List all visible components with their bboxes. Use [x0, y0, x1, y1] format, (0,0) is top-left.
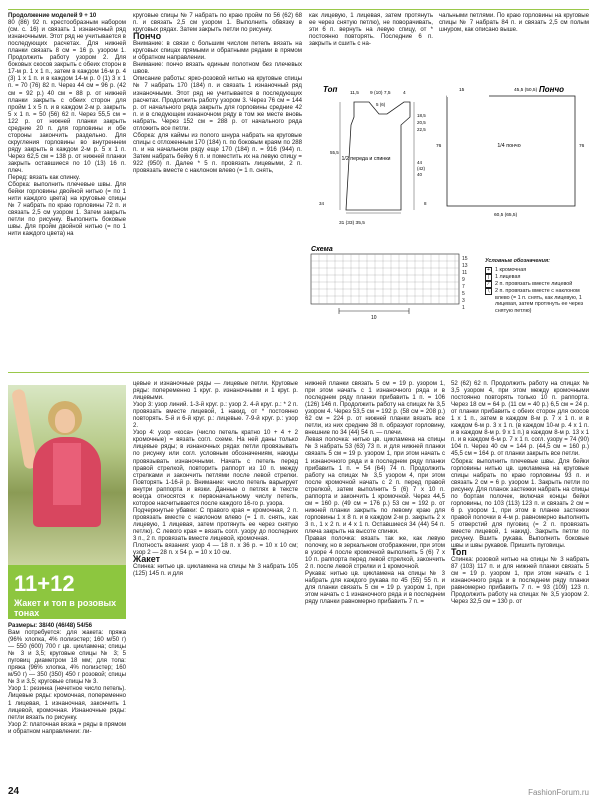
paragraph: Спинка: нитью цв. цикламена на спицы № 3 набрать 105 (125) 145 п. и для: [133, 563, 298, 578]
knit-stitch-icon: |: [485, 274, 492, 281]
paragraph: Рукава: нитью цв. цикламена на спицы № 3 набрать для каждого рукава по 45 (55) 55 п. и для планки связать 5 см = 19 р. узором 1, при этом начать с 1 изнаночного ряда и в последнем ряду планки равномерно прибавить 7 п. =: [305, 570, 445, 606]
text-column-right-top-a: [309, 12, 433, 82]
scheme-title: Схема: [311, 246, 333, 253]
paragraph: Плотность вязания: узор 4 — 18 п. x 36 р. = 10 x 10 см; узор 2 — 28 п. x 54 р. = 10 x 10 см.: [133, 542, 298, 557]
svg-text:31 (33) 35,5: 31 (33) 35,5: [339, 221, 365, 226]
paragraph: Спинка: розовой нитью на спицы № 3 набрать 87 (103) 117 п. и для нижней планки связать 5 см = 19 р. узором 1, при этом начать с 1 изнаночного ряда и в последнем ряду планки равномерно прибавить 7 п. = 93 (109) 123 п. Продолжить работу на спицах № 3,5 узором 2. Через 32,5 см = 130 р. от: [451, 556, 589, 606]
paragraph: Описание работы: ярко-розовой нитью на круговые спицы № 7 набрать 170 (184) п. и связать 1 изнаночный ряд изнаночными. Этот ряд не учитывается в последующих расчетах. Продолжить работу узором 3. Через 76 см = 144 р. от начального ряда закрыть для горловины средние 42 п. и в следующем изнаночном ряду в том же месте вновь набрать. Через 152 см = 288 р. от начального ряда отложить все петли.: [133, 75, 302, 132]
poncho-schematic-label: Пончо: [539, 85, 565, 94]
paragraph: Внимание: пончо вязать единым полотном без плечевых швов.: [133, 61, 302, 76]
svg-text:5: 5: [462, 291, 465, 297]
legend-label: 2 п. провязать вместе лицевой: [495, 280, 573, 287]
svg-text:13: 13: [462, 263, 468, 269]
scheme-row-numbers: [462, 256, 468, 311]
paragraph: Узор 4: узор «коса» (число петель кратно 10 + 4 + 2 кромочные) = вязать согл. схеме. На ней даны только лицевые ряды; в изнаночных рядах петли провязывать по рисунку или согл. условным обозначениям, накиды провязывать изнаночными. Начать с петель перед правой стрелкой, повторить раппорт из 10 п. между стрелками и закончить петлями после левой стрелки. Повторять 1-16-й р. Внимание: число петель варьирует внутри раппорта и вязки. Данные о петлях в тексте всегда относятся к первоначальному числу петель, которое насчитывается после каждого 16-го р. узора.: [133, 429, 298, 507]
paragraph: как лицевую, 1 лицевая, затем протянуть ее через снятую петлю), не поворачивать, эти 6 п. вернуть на левую спицу, от * постоянно повторять. Последние 6 п. закрыть и сшить с на-: [309, 12, 433, 48]
svg-text:11,5: 11,5: [350, 91, 359, 96]
section-heading: Жакет: [133, 554, 161, 565]
poncho-outline: [447, 96, 575, 206]
legend-label: 2 п. провязать вместе с наклоном влево (= 1 п. снять, как лицевую, 1 лицевая, затем протянуть ее через снятую петлю): [495, 287, 584, 315]
svg-text:5 (6): 5 (6): [376, 102, 386, 107]
page-number: 24: [8, 786, 20, 797]
paragraph: Подчеркнутые убавки: С правого края = кромочная, 2 п. провязать вместе с наклоном влево (= 1 п. снять, как лицевую, 1 лицевая, затем протянуть ее через снятую петлю). С левого края = вязать согл. узору до последних 3 п., 2 п. провязать вместе лицевой, кромочная.: [133, 506, 298, 543]
legend-item: [485, 281, 590, 288]
svg-text:10: 10: [371, 315, 377, 321]
paragraph: цевые и изнаночные ряды — лицевые петли. Круговые ряды: попеременно 1 круг. р. изнаночными и 1 круг. р. лицевыми.: [133, 380, 298, 402]
paragraph: Перед: вязать как спинку.: [8, 174, 81, 182]
text-column-middle: [133, 12, 302, 368]
paragraph: Вам потребуется: для жакета: пряжа (96% хлопка, 4% полиэстер; 160 м/50 г) — 550 (600) 700 г цв. цикламена; спицы № 3 и 3,5; круговые спицы № 3; 5 пуговиц диаметром 18 мм; для топа: пряжа (96% хлопка, 4% полиэстер; 160 м/50 г) — 350 (350) 450 г розовой; спицы № 3 и 3,5; круговые спицы № 3.: [8, 629, 126, 686]
paragraph: Правая полочка: вязать так же, как левую полочку, но в зеркальном отображении, при этом в узоре 4 после кромочной выполнить 5 (6) 7 х 10 п. раппорта перед левой стрелкой, закончить 2 п. после левой стрелки и 1 кромочной.: [305, 535, 445, 571]
svg-text:60,5 (65,5): 60,5 (65,5): [494, 213, 518, 218]
svg-text:7: 7: [462, 284, 465, 290]
model-title: Жакет и топ в розовых тонах: [14, 598, 117, 618]
svg-text:1: 1: [462, 305, 465, 311]
continuation-heading: Продолжение моделей 9 + 10: [8, 12, 97, 19]
text-column-lower-right-a: [305, 380, 445, 782]
model-title-block: [8, 565, 126, 619]
legend-label: 1 лицевая: [495, 273, 521, 280]
paragraph: Узор 1: резинка (нечетное число петель). Лицевые ряды: кромочная, попеременно 1 лицевая, 1 изнаночная, закончить 1 лицевой, кромочная. Изнаночные ряды: петли вязать по рисунку.: [8, 685, 126, 721]
svg-text:40: 40: [417, 172, 423, 177]
paragraph: 52 (62) 62 п. Продолжить работу на спицах № 3,5 узором 4, при этом между кромочными постоянно повторять только 10 п. раппорта. Через 18 см = 64 р. (11 см = 40 р.) 6,5 см = 24 р. от планки прибавить с обеих сторон для скосов 1 х 1 п., затем в каждом 8-м р. 7 х 1 п. и в каждом 6-м р. 3 х 1 п. (в каждом 10-м р. 4 х 1 п. и в каждом 8-м р. 9 х 1 п.) в каждом 8-м р. 13 х 1 п. и в каждом 6-м р. 7 х 1 п. согл. узору = 74 (90) 104 п. Через 40 см = 144 р. (44,5 см = 160 р.) 45,5 см = 164 р. от планки закрыть все петли.: [451, 380, 589, 458]
svg-text:55,5: 55,5: [330, 150, 339, 155]
svg-text:3: 3: [462, 298, 465, 304]
legend-item: [485, 288, 590, 315]
svg-text:44: 44: [417, 160, 423, 165]
paragraph: круговые спицы № 7 набрать по краю пройм по 56 (62) 68 п. и связать 2,5 см узором 1. Выполнить обвязку в круговых рядах. Затем закрыть петли по рисунку.: [133, 12, 302, 34]
legend-item: [485, 267, 590, 274]
legend-title: Условные обозначения:: [485, 258, 550, 264]
svg-text:9 (10) 7,5: 9 (10) 7,5: [370, 91, 391, 96]
svg-text:11: 11: [462, 270, 468, 276]
ssk-icon: ∖: [486, 287, 491, 294]
svg-text:15: 15: [462, 256, 468, 262]
text-column-lower-left: [8, 622, 126, 782]
paragraph: Внимание: в связи с большим числом петель вязать на круговых спицах прямыми и обратными рядами в прямом и обратном направлении.: [133, 40, 302, 62]
section-heading: Пончо: [133, 31, 162, 42]
svg-text:20,5: 20,5: [417, 120, 426, 125]
stitch-scheme: [309, 245, 484, 325]
paragraph: 80 (86) 92 п. крестообразным набором (см. с. 16) и связать 1 изнаночный ряд изнаночными. Этот ряд не учитывается в последующих расчетах. Для нижней планки связать 8 см = 16 р. узором 1. Продолжить работу узором 2. Для боковых скосов закрыть с обеих сторон в 17-м р. 1 х 1 п., затем в каждом 16-м р. 4 (3) 1 х 1 п. и в каждом 14-м р. 0 (1) 3 х 1 п. = 70 (76) 82 п. Через 44 см = 96 р. (42 см = 92 р.) 40 см = 88 р. от нижней планки закрыть с обеих сторон для пройм 1 х 5 п. и в каждом 2-м р. закрыть 5 х 1 п. = 50 (56) 62 п. Через 55,5 см = 122 р. от нижней планки закрыть средние 20 п. для горловины и обе стороны закончить раздельно. Для скругления горловины во внутреннем ряду закрыть в каждом 2-м р. 5 х 1 п. Через 62,5 см = 138 р. от нижней планки закрыть оставшиеся по 10 (13) 16 п. плеч.: [8, 19, 126, 175]
section-heading: Топ: [451, 547, 467, 558]
svg-text:76: 76: [579, 144, 585, 149]
svg-text:76: 76: [436, 144, 442, 149]
svg-text:22,5: 22,5: [417, 127, 426, 132]
top-rule: [8, 9, 589, 10]
text-column-lower-middle: [133, 380, 298, 782]
section-rule: [8, 372, 589, 373]
model-photo: [8, 385, 126, 565]
scheme-legend: [485, 258, 590, 315]
paragraph: Левая полочка: нитью цв. цикламена на спицы № 3 набрать 53 (63) 73 п. и для нижней планки связать 5 см = 19 р. узором 1, при этом начать с 1 изнаночного ряда и в последнем ряду планки прибавить 1 п. = 54 (64) 74 п. Продолжить работу на спицах № 3,5 узором 4, при этом после кромочной начать с 2 п. перед правой стрелкой, затем выполнить 5 (6) 7 х 10 п. раппорта и закончить 1 кромочной. Через 44,5 см = 160 р. (49 см = 176 р.) 53 см = 192 р. от нижней планки закрыть по левому краю для горловины 1 х 8 п. и в каждом 2-м р. закрыть 2 х 3 п., 1 х 2 п. и 4 х 1 п. Оставшиеся 34 (44) 54 п. плеча закрыть на высоте спинки.: [305, 436, 445, 535]
svg-text:34: 34: [319, 201, 325, 206]
svg-text:45,5 (50,5): 45,5 (50,5): [514, 88, 538, 93]
front-back-label: 1/2 переда и спинки: [341, 156, 391, 162]
text-column-right-top-b: [439, 12, 589, 82]
paragraph: Узор 3: узор линий. 1-3-й круг. р.: узор 2. 4-й круг. р.: * 2 п. провязать вместе лицевой, 1 накид, от * постоянно повторять. 5-й и 6-й круг. р.: лицевые. 7-9-й круг. р.: узор 2.: [133, 401, 298, 430]
text-column-left: [8, 12, 126, 368]
paragraph: Размеры: 38/40 (46/48) 54/56: [8, 622, 93, 629]
poncho-quarter-label: 1/4 пончо: [497, 143, 521, 149]
paragraph: Сборка: выполнить плечевые швы. Для бейки горловины двойной нитью (= по 1 нити каждого цвета) на круговые спицы № 7 набрать по краю горловины 72 п. и связать 2,5 см узором 1. Затем закрыть петли по рисунку. Выполнить боковые швы. Для пройм двойной нитью (= по 1 нити каждого цвета) на: [8, 181, 126, 238]
k2tog-icon: ∕: [485, 281, 492, 288]
svg-text:(42): (42): [417, 166, 426, 171]
legend-item: [485, 274, 590, 281]
edge-stitch-icon: +: [485, 267, 492, 274]
paragraph: чальными петлями. По краю горловины на круговые спицы № 7 набрать 84 п. и связать 2,5 см полым шнуром, как описано выше.: [439, 12, 589, 34]
svg-text:8: 8: [424, 201, 427, 206]
model-number: 11+12: [14, 571, 75, 596]
paragraph: Сборка: для каймы из полого шнура набрать на круговые спицы с отложенным 170 (184) п. по боковым краям по 288 п. и на начальном ряду еще 170 (184) п. = 916 (944) п. Затем набрать бейку 6 п. и поместить их на левую спицу = 922 (950) п. Далее * 5 п. провязать лицевыми, 2 п. провязать вместе с наклоном влево (= 1 п. снять,: [133, 131, 302, 175]
top-schematic-label: Топ: [323, 85, 338, 94]
legend-label: 1 кромочная: [495, 266, 527, 273]
svg-text:18,5: 18,5: [417, 113, 426, 118]
svg-text:4: 4: [403, 91, 406, 96]
site-watermark: FashionForum.ru: [528, 788, 589, 797]
paragraph: нижней планки связать 5 см = 19 р. узором 1, при этом начать с 1 изнаночного ряда и в последнем ряду планки прибавить 1 п. = 106 (126) 146 п. Продолжить работу на спицах № 3,5 узором 4. Через 53,5 см = 192 р. (58 см = 208 р.) 62 см = 224 р. от нижней планки вязать все петли, из них средние 38 п. образуют горловину, внешние по 34 (44) 54 п. — плечи.: [305, 380, 445, 437]
text-column-lower-right-b: [451, 380, 589, 782]
paragraph: Узор 2: платочная вязка = ряды в прямом и обратном направлении: ли-: [8, 720, 126, 735]
garment-schematics: [309, 82, 592, 252]
svg-text:9: 9: [462, 277, 465, 283]
scheme-grid: [311, 254, 459, 304]
svg-text:15: 15: [459, 88, 465, 93]
paragraph: Сборка: выполнить плечевые швы. Для бейки горловины нитью цв. цикламена на круговые спицы набрать по краю горловины 93 п. и связать 2 см = 6 р. узором 1. Закрыть петли по рисунку. Для планок застежки набрать на спицы по бортам полочек, включая концы бейки горловины, по 103 (113) 123 п. и связать 2 см = 6 р. узором 1, при этом в планке застежки правой полочки в 4-м р. равномерно выполнить 5 отверстий для пуговиц (= 2 п. провязать вместе лицевой, 1 накид). Закрыть петли по рисунку. Вшить рукава. Выполнить боковые швы и швы рукавов. Пришить пуговицы.: [451, 457, 589, 550]
